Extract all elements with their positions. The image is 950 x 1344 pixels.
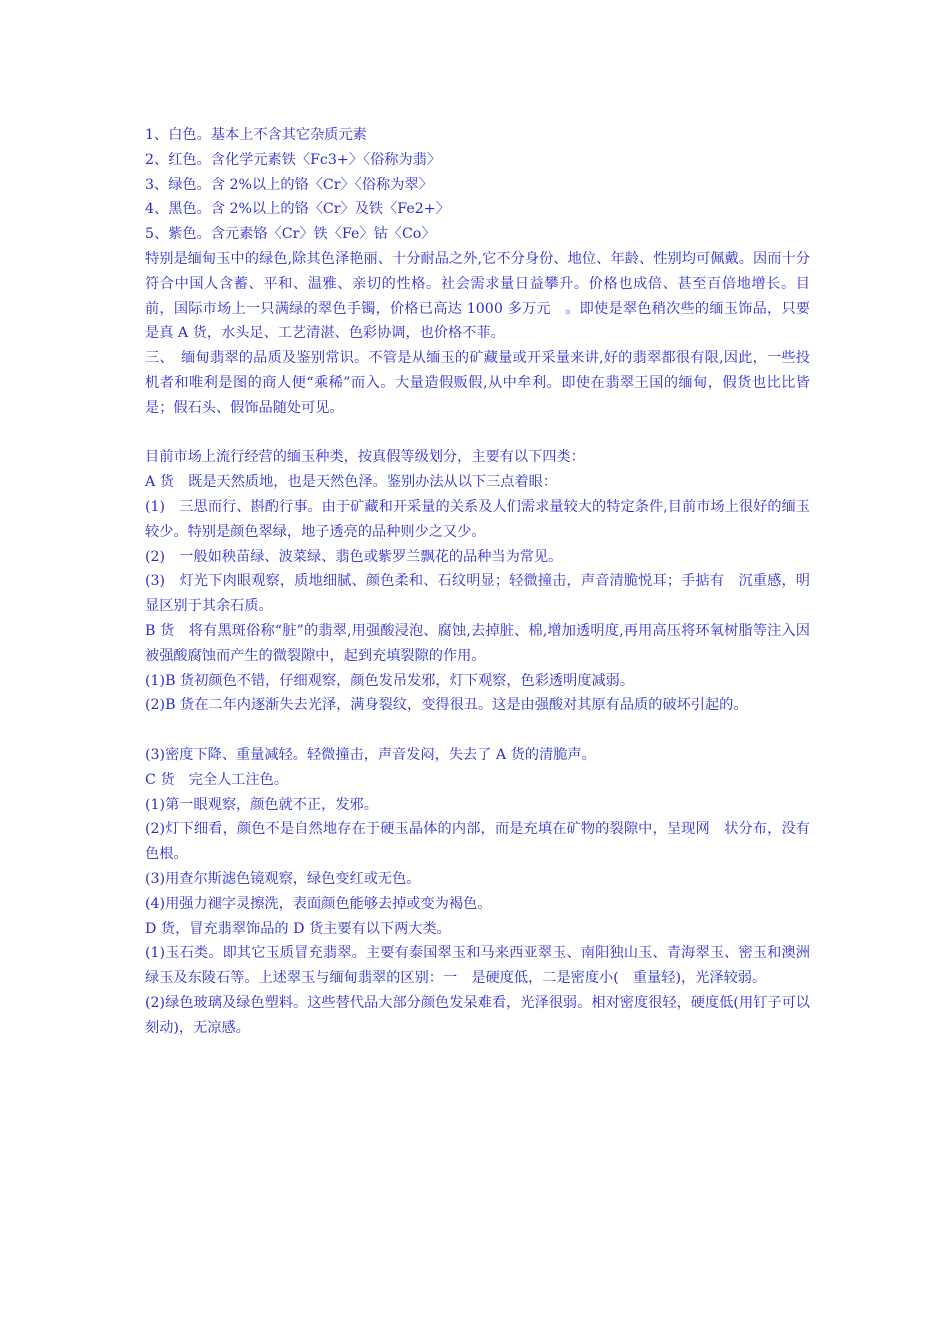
blank-line [145, 421, 810, 446]
paragraph-b-point-1: (1)B 货初颜色不错，仔细观察，颜色发吊发邪，灯下观察，色彩透明度减弱。 [145, 672, 635, 689]
paragraph-b-point-2: (2)B 货在二年内逐渐失去光泽，满身裂纹，变得很丑。这是由强酸对其原有品质的破坏引起的。 [145, 697, 748, 714]
paragraph-color-black: 4、黑色。含 2%以上的铬〈Cr〉及铁〈Fe2+〉 [145, 201, 450, 218]
paragraph-market-types: 目前市场上流行经营的缅玉种类，按真假等级划分，主要有以下四类： [145, 449, 585, 466]
paragraph-d-point-2: (2)绿色玻璃及绿色塑料。这些替代品大部分颜色发呆难看，光泽很弱。相对密度很轻，硬度低(用钉子可以刻动)，无凉感。 [145, 994, 810, 1036]
paragraph-section-three: 三、 缅甸翡翠的品质及鉴别常识。不管是从缅玉的矿藏量或开采量来讲,好的翡翠都很有限,因此，一些投机者和唯利是图的商人便“乘稀”而入。大量造假贩假,从中牟利。即使在翡翠王国的缅甸，假货也比比皆是；假石头、假饰品随处可见。 [145, 350, 810, 416]
paragraph-color-purple: 5、紫色。含元素铬〈Cr〉铁〈Fe〉钴〈Co〉 [145, 226, 436, 243]
paragraph-d-point-1: (1)玉石类。即其它玉质冒充翡翠。主要有泰国翠玉和马来西亚翠玉、南阳独山玉、青海翠玉、密玉和澳洲绿玉及东陵石等。上述翠玉与缅甸翡翠的区别：一 是硬度低，二是密度小( 重量轻)，光泽较弱。 [145, 945, 810, 987]
paragraph-color-green: 3、绿色。含 2%以上的铬〈Cr〉〈俗称为翠〉 [145, 176, 433, 193]
paragraph-color-red: 2、红色。含化学元素铁〈Fc3+〉〈俗称为翡〉 [145, 151, 442, 168]
paragraph-c-point-1: (1)第一眼观察，颜色就不正，发邪。 [145, 796, 378, 813]
paragraph-a-grade: A 货 既是天然质地，也是天然色泽。鉴别办法从以下三点着眼： [145, 474, 558, 491]
paragraph-burmese-green: 特别是缅甸玉中的绿色,除其色泽艳丽、十分耐品之外,它不分身份、地位、年龄、性别均可佩戴。因而十分符合中国人含蓄、平和、温雅、亲切的性格。社会需求量日益攀升。价格也成倍、甚至百倍地增长。目前，国际市场上一只满绿的翠色手镯，价格已高达 1000 多万元 。即使是翠色稍次些的缅玉饰品，只要是真 A 货，水头足、工艺清湛、色彩协调，也价格不菲。 [145, 250, 810, 342]
paragraph-d-grade: D 货，冒充翡翠饰品的 D 货主要有以下两大类。 [145, 920, 451, 937]
paragraph-b-grade: B 货 将有黑斑俗称“脏”的翡翠,用强酸浸泡、腐蚀,去掉脏、棉,增加透明度,再用高压将环氧树脂等注入因被强酸腐蚀而产生的微裂隙中，起到充填裂隙的作用。 [145, 622, 810, 664]
paragraph-c-point-3: (3)用查尔斯滤色镜观察，绿色变红或无色。 [145, 870, 421, 887]
paragraph-c-point-2: (2)灯下细看，颜色不是自然地存在于硬玉晶体的内部，而是充填在矿物的裂隙中，呈现网 状分布，没有色根。 [145, 821, 810, 863]
paragraph-c-grade: C 货 完全人工注色。 [145, 771, 289, 788]
paragraph-b-point-3: (3)密度下降、重量减轻。轻微撞击，声音发闷，失去了 A 货的清脆声。 [145, 746, 596, 763]
paragraph-a-point-1: (1) 三思而行、斟酌行事。由于矿藏和开采量的关系及人们需求量较大的特定条件,目前市场上很好的缅玉较少。特别是颜色翠绿，地子透亮的品种则少之又少。 [145, 498, 810, 540]
paragraph-a-point-2: (2) 一般如秧苗绿、波菜绿、翡色或紫罗兰飘花的品种当为常见。 [145, 548, 563, 565]
blank-line [145, 718, 810, 743]
paragraph-a-point-3: (3) 灯光下肉眼观察，质地细腻、颜色柔和、石纹明显；轻微撞击，声音清脆悦耳；手掂有 沉重感，明显区别于其余石质。 [145, 573, 810, 615]
document-body [145, 123, 810, 1040]
paragraph-c-point-4: (4)用强力褪字灵擦洗，表面颜色能够去掉或变为褐色。 [145, 895, 492, 912]
paragraph-color-white: 1、白色。基本上不含其它杂质元素 [145, 127, 367, 143]
